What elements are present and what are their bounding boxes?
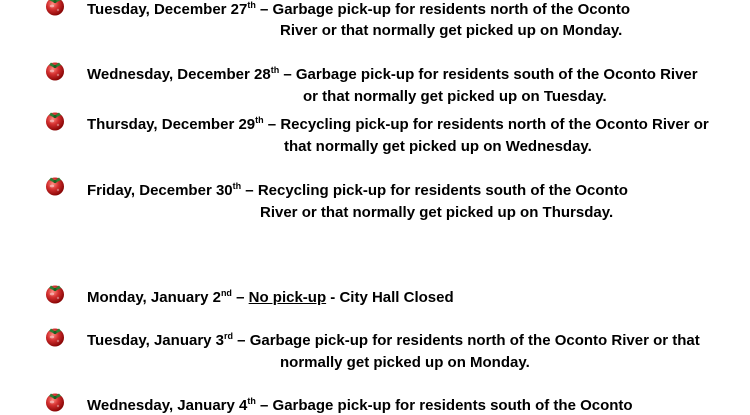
entry-day-suffix: th <box>247 0 256 10</box>
entry-day: Wednesday, December 28 <box>87 66 271 83</box>
christmas-ornament-icon <box>44 0 66 16</box>
christmas-ornament-icon <box>44 109 66 131</box>
christmas-ornament-icon <box>44 325 66 347</box>
entry-text: – Recycling pick-up for residents south of the Oconto <box>241 182 628 199</box>
entry-text: – Recycling pick-up for residents north of the Oconto River or <box>263 116 709 133</box>
entry-day: Wednesday, January 4 <box>87 397 248 414</box>
entry-text: – Garbage pick-up for residents south of the Oconto River <box>279 66 698 83</box>
entry-day-suffix: th <box>270 65 280 75</box>
no-pickup-text: No pick-up <box>248 289 327 306</box>
entry-line-2: or that normally get picked up on Tuesday. <box>303 88 607 105</box>
entry-day-suffix: th <box>255 115 264 125</box>
entry-line-1 <box>87 289 454 307</box>
christmas-ornament-icon <box>44 390 66 412</box>
christmas-ornament-icon <box>44 59 66 81</box>
entry-line-2: River or that normally get picked up on Thursday. <box>260 204 614 221</box>
entry-day: Thursday, December 29 <box>87 116 256 133</box>
entry-line-1 <box>87 116 709 134</box>
entry-day-suffix: th <box>232 181 242 191</box>
entry-line-1 <box>87 182 628 200</box>
entry-text: – Garbage pick-up for residents north of the Oconto <box>255 1 631 18</box>
entry-text: - City Hall Closed <box>326 289 454 306</box>
entry-line-1 <box>87 332 700 350</box>
entry-text: – Garbage pick-up for residents south of the Oconto <box>255 397 633 414</box>
christmas-ornament-icon <box>44 282 66 304</box>
entry-day-suffix: th <box>247 396 256 406</box>
entry-line-2: River or that normally get picked up on Monday. <box>280 22 623 39</box>
entry-day-suffix: rd <box>224 331 234 341</box>
entry-line-2: that normally get picked up on Wednesday. <box>284 138 592 155</box>
entry-line-1 <box>87 1 630 19</box>
entry-day: Tuesday, January 3 <box>87 332 225 349</box>
entry-day-suffix: nd <box>220 288 232 298</box>
entry-day: Tuesday, December 27 <box>87 1 248 18</box>
entry-day: Friday, December 30 <box>87 182 233 199</box>
entry-line-2: normally get picked up on Monday. <box>280 354 530 371</box>
entry-text: – Garbage pick-up for residents north of the Oconto River or that <box>233 332 700 349</box>
entry-line-1 <box>87 397 633 415</box>
entry-day: Monday, January 2 <box>87 289 221 306</box>
entry-dash: – <box>231 289 249 306</box>
entry-line-1 <box>87 66 698 84</box>
christmas-ornament-icon <box>44 174 66 196</box>
